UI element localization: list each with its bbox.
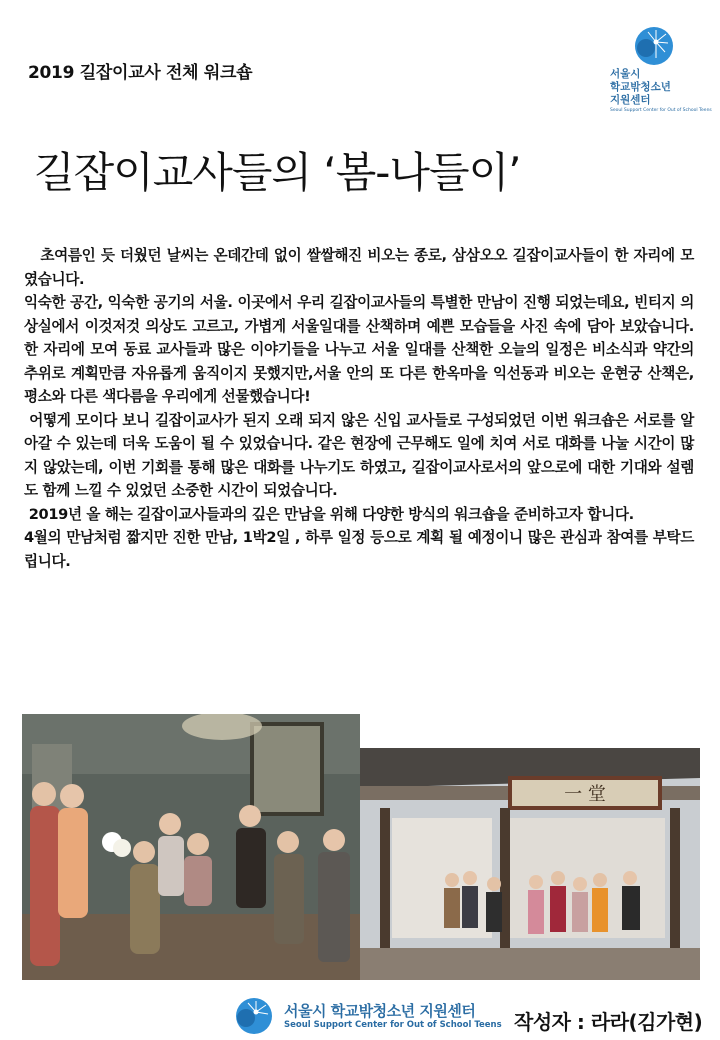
paragraph: 익숙한 공간, 익숙한 공기의 서울. 이곳에서 우리 길잡이교사들의 특별한 만남이 진행 되었는데요, 빈티지 의상실에서 이것저것 의상도 고르고, 가볍게 서울일대를 산책하며 예쁜 모습들을 사진 속에 담아 보았습니다. 한 자리에 모여 동료 교사들과 많은 이야기들을 나누고 서울 일대를 산책한 오늘의 일정은 비소식과 약간의 추위로 계획만큼 자유롭게 움직이지 못했지만,서울 안의 또 다른 한옥마을 익선동과 비오는 운현궁 산책은, 평소와 다른 색다름을 우리에게 선물했습니다!	[24, 294, 694, 405]
document-header-title: 2019 길잡이교사 전체 워크숍	[28, 63, 253, 83]
org-logo-english: Seoul Support Center for Out of School Teens	[610, 108, 712, 113]
article-title: 길잡이교사들의 ‘봄-나들이’	[34, 148, 521, 197]
author-credit: 작성자 : 라라(김가현)	[514, 1010, 703, 1034]
dandelion-logo-icon	[634, 26, 674, 66]
hanok-group-photo	[360, 728, 700, 980]
paragraph: 2019년 올 해는 길잡이교사들과의 깊은 만남을 위해 다양한 방식의 워크숍을 준비하고자 합니다.	[24, 505, 634, 523]
hanok-sign-text: 一 堂	[564, 784, 606, 805]
paragraph: 초여름인 듯 더웠던 날씨는 온데간데 없이 쌀쌀해진 비오는 종로, 삼삼오오 길잡이교사들이 한 자리에 모였습니다.	[24, 247, 694, 288]
org-logo-name	[610, 68, 671, 107]
paragraph: 어떻게 모이다 보니 길잡이교사가 된지 오래 되지 않은 신입 교사들로 구성되었던 이번 워크숍은 서로를 알아갈 수 있는데 더욱 도움이 될 수 있었습니다. 같은 현장에 근무해도 일에 치여 서로 대화를 나눌 시간이 많지 않았는데, 이번 기회를 통해 많은 대화를 나누기도 하였고, 길잡이교사로서의 앞으로에 대한 기대와 설렘도 함께 느낄 수 있었던 소중한 시간이 되었습니다.	[24, 411, 694, 499]
footer-org-english: Seoul Support Center for Out of School Teens	[284, 1020, 502, 1030]
article-body	[24, 244, 694, 573]
org-logo-footer	[232, 996, 512, 1036]
dandelion-logo-icon	[232, 996, 278, 1036]
logo-line: 서울시	[610, 68, 641, 80]
logo-line: 학교밖청소년	[610, 81, 671, 93]
org-logo-top	[604, 26, 714, 120]
footer-org-name: 서울시 학교밖청소년 지원센터	[284, 1002, 476, 1020]
paragraph: 4월의 만남처럼 짧지만 진한 만남, 1박2일 , 하루 일정 등으로 계획 될 예정이니 많은 관심과 참여를 부탁드립니다.	[24, 529, 694, 570]
vintage-costume-group-photo	[22, 714, 360, 980]
logo-line: 지원센터	[610, 94, 651, 106]
